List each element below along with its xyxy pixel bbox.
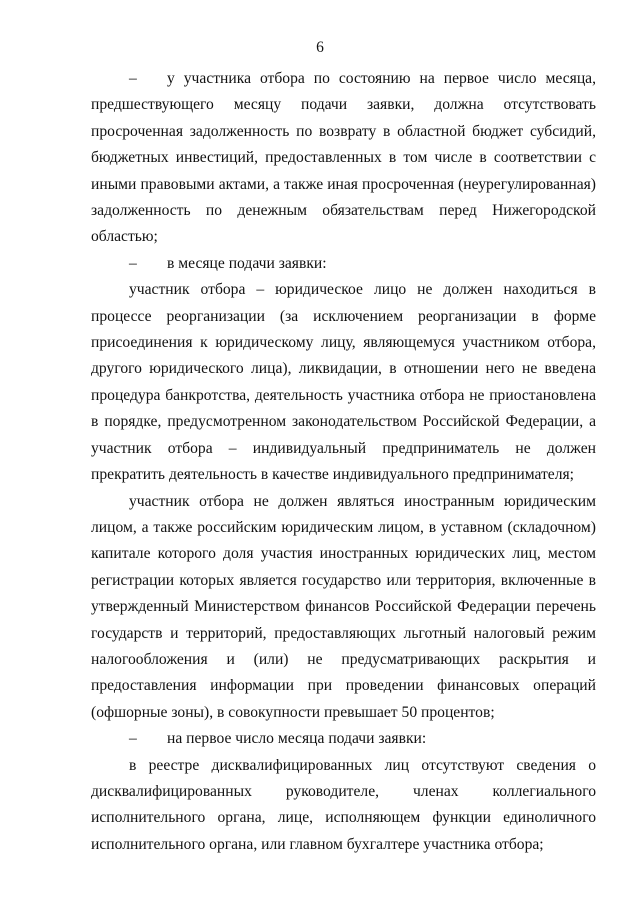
list-dash: –	[129, 70, 137, 87]
paragraph-text: участник отбора не должен являться иностранным юридическим лицом, а также российским юридическим лицом, в уставном (складочном) капитале которого доля участия иностранных юридических лиц, местом регистрации которых является государство или территория, включенные в утвержденный Министерством финансов Российской Федерации перечень государств и территорий, предоставляющих льготный налоговый режим налогообложения и (или) не предусматривающих раскрытия и предоставления информации при проведении финансовых операций (офшорные зоны), в совокупности превышает 50 процентов;	[91, 492, 596, 721]
paragraph-outstanding-debt	[91, 66, 596, 251]
page-number: 6	[316, 39, 324, 56]
paragraph-text: в месяце подачи заявки:	[167, 254, 327, 272]
paragraph-reorganization	[91, 277, 596, 488]
paragraph-first-day-of-month	[91, 726, 596, 752]
paragraph-text: на первое число месяца подачи заявки:	[167, 730, 427, 748]
paragraph-text: в реестре дисквалифицированных лиц отсутствуют сведения о дисквалифицированных руководителе, членах коллегиального исполнительного органа, лице, исполняющем функции единоличного исполнительного органа, или главном бухгалтере участника отбора;	[91, 756, 596, 853]
document-body	[91, 66, 596, 858]
list-dash: –	[129, 730, 137, 748]
paragraph-foreign-entity	[91, 489, 596, 727]
paragraph-text: участник отбора – юридическое лицо не должен находиться в процессе реорганизации (за исключением реорганизации в форме присоединения к юридическому лицу, являющемуся участником отбора, другого юридического лица), ликвидации, в отношении него не введена процедура банкротства, деятельность участника отбора не приостановлена в порядке, предусмотренном законодательством Российской Федерации, а участник отбора – индивидуальный предприниматель не должен прекратить деятельность в качестве индивидуального предпринимателя;	[91, 281, 596, 484]
paragraph-text: у участника отбора по состоянию на первое число месяца, предшествующего месяцу подачи заявки, должна отсутствовать просроченная задолженность по возврату в областной бюджет субсидий, бюджетных инвестиций, предоставленных в том числе в соответствии с иными правовыми актами, а также иная просроченная (неурегулированная) задолженность по денежным обязательствам перед Нижегородской областью;	[91, 70, 596, 246]
list-dash: –	[129, 254, 137, 272]
paragraph-month-of-application	[91, 251, 596, 277]
paragraph-disqualified-persons	[91, 753, 596, 859]
